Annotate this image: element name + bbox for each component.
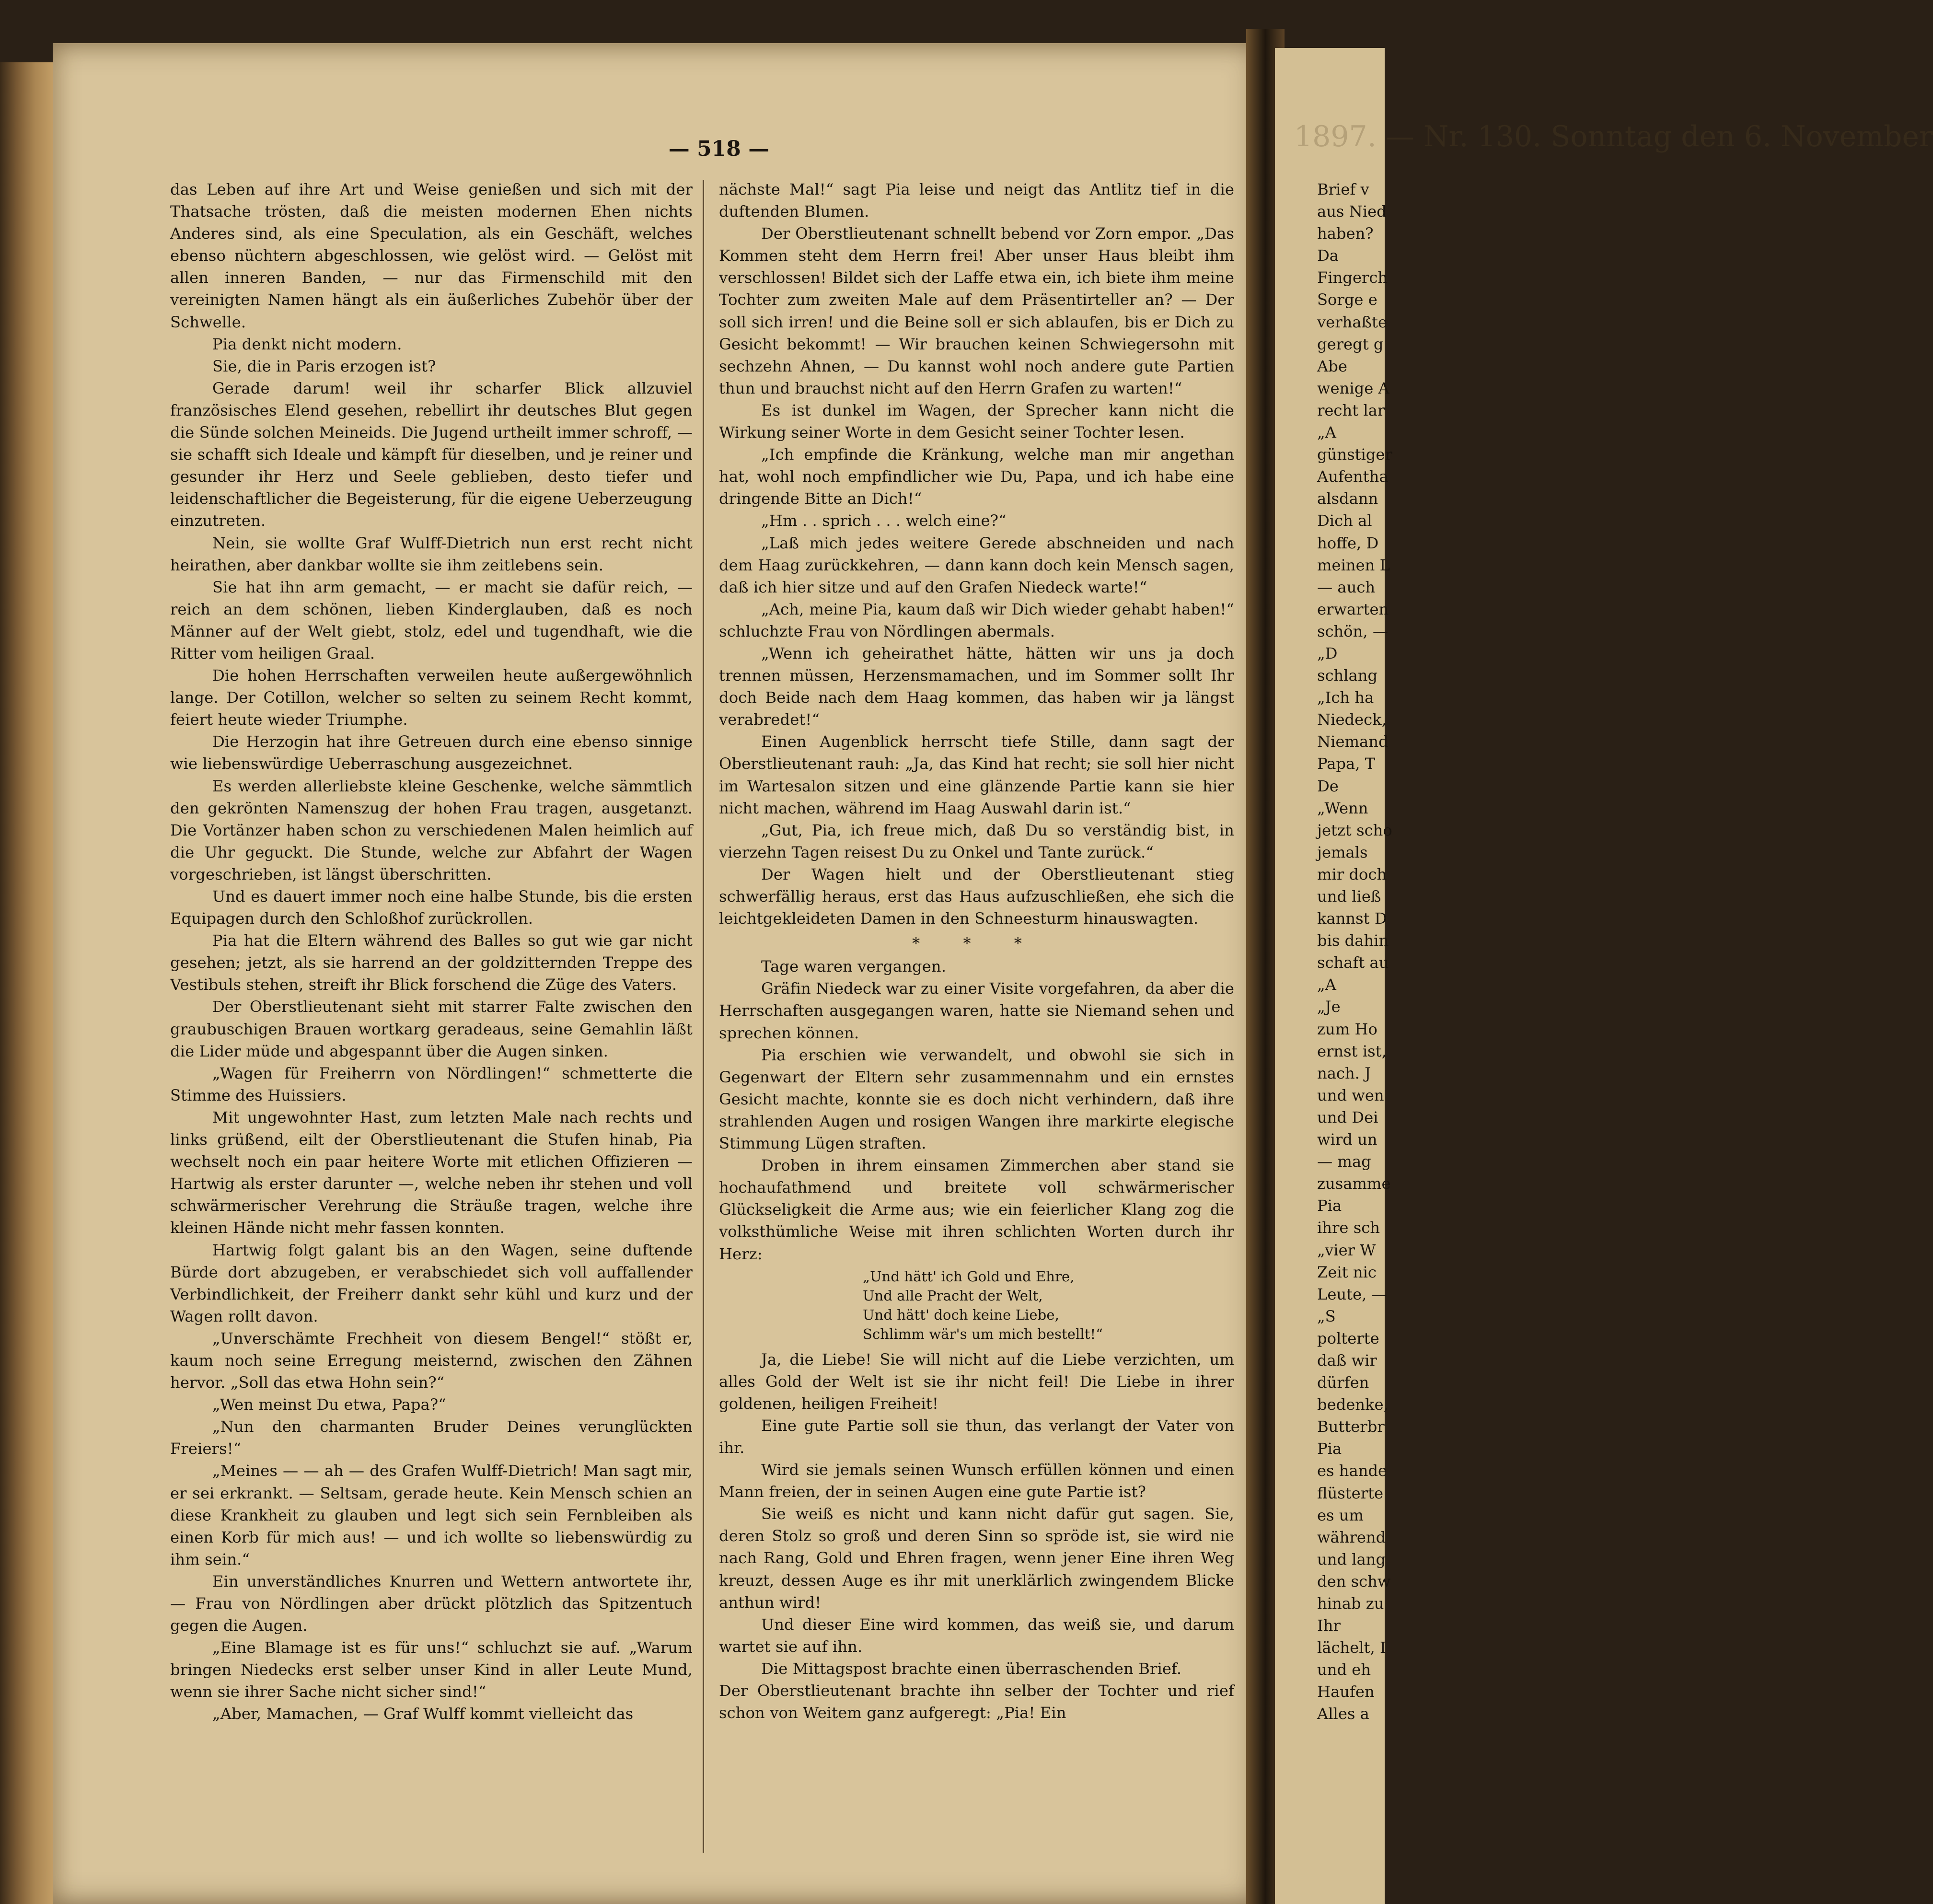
facing-page-line: Fingerch: [1317, 268, 1388, 287]
paragraph: Es werden allerliebste kleine Geschenke, welche sämmtlich den gekrönten Namenszug der hohen Frau tragen, ausgetanzt. Die Vortänzer haben schon zu verschiedenen Malen heimlich auf die Uhr geguckt. Die Stunde, welche zur Abfahrt der Wagen vorgeschrieben, ist längst überschritten.: [170, 777, 693, 883]
facing-page-line: geregt g: [1317, 335, 1384, 353]
facing-page-line: schlang: [1317, 666, 1378, 685]
paragraph: Es ist dunkel im Wagen, der Sprecher kann nicht die Wirkung seiner Worte in dem Gesicht seiner Tochter lesen.: [719, 401, 1234, 442]
paragraph: „Ich empfinde die Kränkung, welche man mir angethan hat, wohl noch empfindlicher wie Du, Papa, und ich habe eine dringende Bitte an Dich!“: [719, 445, 1234, 508]
facing-page-line: Alles a: [1317, 1705, 1369, 1723]
facing-page-line: „A: [1317, 975, 1336, 994]
page-number: — 518 —: [668, 137, 770, 161]
facing-page-line: „Wenn: [1317, 799, 1368, 817]
facing-page-line: „A: [1317, 423, 1336, 442]
facing-page-line: hinab zu: [1317, 1594, 1384, 1613]
column-right-part-3: [719, 1348, 1234, 1724]
poem-line: Und hätt' doch keine Liebe,: [863, 1306, 1059, 1323]
paragraph: Der Oberstlieutenant schnellt bebend vor Zorn empor. „Das Kommen steht dem Herrn frei! Aber unser Haus bleibt ihm verschlossen! Bildet sich der Laffe etwa ein, ich biete ihm meine Tochter zum zweiten Male auf dem Präsentirteller an? — Der soll sich irren! und die Beine soll er sich ablaufen, bis er Dich zu Gesicht bekommt! — Wir brauchen keinen Schwiegersohn mit sechzehn Ahnen, — Du kannst wohl noch andere gute Partien thun und brauchst nicht auf den Herrn Grafen zu warten!“: [719, 224, 1234, 397]
facing-page-line: verhaßte: [1317, 313, 1388, 331]
paragraph: Nein, sie wollte Graf Wulff-Dietrich nun erst recht nicht heirathen, aber dankbar wollte sie ihm zeitlebens sein.: [170, 534, 693, 574]
poem: [863, 1267, 1234, 1344]
paragraph: Mit ungewohnter Hast, zum letzten Male nach rechts und links grüßend, eilt der Oberstlieutenant die Stufen hinab, Pia wechselt noch ein paar heitere Worte mit etlichen Offizieren — Hartwig als erster darunter —, welche neben ihr stehen und voll schwärmerischer Verehrung die Sträuße tragen, welche ihre kleinen Hände nicht mehr fassen konnten.: [170, 1108, 693, 1237]
facing-page-line: Aufentha: [1317, 467, 1389, 486]
paragraph: Ein unverständliches Knurren und Wettern antwortete ihr, — Frau von Nördlingen aber drückt plötzlich das Spitzentuch gegen die Augen.: [170, 1572, 693, 1635]
paragraph: „Unverschämte Frechheit von diesem Bengel!“ stößt er, kaum noch seine Erregung meisternd, zwischen den Zähnen hervor. „Soll das etwa Hohn sein?“: [170, 1329, 693, 1392]
section-separator: * * *: [912, 934, 1041, 953]
page-edge: [0, 62, 58, 1904]
facing-page-line: recht lar: [1317, 401, 1385, 419]
facing-page-line: jetzt scho: [1317, 821, 1392, 839]
facing-page-line: Sorge e: [1317, 290, 1377, 309]
paragraph: „Wenn ich geheirathet hätte, hätten wir uns ja doch trennen müssen, Herzensmamachen, und im Sommer sollt Ihr doch Beide nach dem Haag kommen, das haben wir ja längst verabredet!“: [719, 644, 1234, 729]
facing-page-line: Ihr: [1317, 1616, 1341, 1635]
facing-page-line: daß wir: [1317, 1351, 1377, 1370]
facing-page-line: Dich al: [1317, 511, 1372, 530]
paragraph: „Ach, meine Pia, kaum daß wir Dich wieder gehabt haben!“ schluchzte Frau von Nördlingen abermals.: [719, 600, 1234, 640]
facing-page-line: und ließ: [1317, 887, 1381, 906]
facing-page-line: „S: [1317, 1307, 1336, 1325]
paragraph: „Laß mich jedes weitere Gerede abschneiden und nach dem Haag zurückkehren, — dann kann doch kein Mensch sagen, daß ich hier sitze und auf den Grafen Niedeck warte!“: [719, 534, 1234, 596]
facing-page-line: Haufen: [1317, 1683, 1375, 1701]
facing-page-line: bis dahin: [1317, 931, 1389, 950]
facing-page-line: alsdann: [1317, 489, 1378, 508]
paragraph: „Meines — — ah — des Grafen Wulff-Dietrich! Man sagt mir, er sei erkrankt. — Seltsam, gerade heute. Kein Mensch schien an diese Krankheit zu glauben und legt sich sein Fernbleiben als einen Korb für mich aus! — und ich wollte so liebenswürdig zu ihm sein.“: [170, 1462, 693, 1568]
facing-page-line: es hande: [1317, 1462, 1388, 1480]
facing-page-line: günstiger: [1317, 445, 1392, 464]
facing-page-line: Papa, T: [1317, 755, 1376, 773]
facing-page-line: Butterbr: [1317, 1417, 1385, 1436]
facing-page-line: erwarten: [1317, 600, 1389, 618]
facing-page-line: und Dei: [1317, 1108, 1378, 1126]
paragraph: Und es dauert immer noch eine halbe Stunde, bis die ersten Equipagen durch den Schloßhof zurückrollen.: [170, 887, 693, 928]
facing-page-line: nach. J: [1317, 1064, 1371, 1082]
facing-page-line: zum Ho: [1317, 1020, 1377, 1038]
paragraph: das Leben auf ihre Art und Weise genießen und sich mit der Thatsache trösten, daß die meisten modernen Ehen nichts Anderes sind, als eine Speculation, als ein Geschäft, welches ebenso nüchtern abgeschlossen, wie gelöst wird. — Gelöst mit allen inneren Banden, — nur das Firmenschild mit den vereinigten Namen hängt als ein äußerliches Zubehör über der Schwelle.: [170, 180, 693, 331]
facing-page-line: mir doch: [1317, 865, 1387, 883]
facing-page-line: Pia: [1317, 1196, 1342, 1215]
column-left: [170, 178, 693, 1725]
paragraph: Pia denkt nicht modern.: [212, 335, 402, 353]
facing-page-line: Zeit nic: [1317, 1263, 1377, 1281]
paragraph: Droben in ihrem einsamen Zimmerchen aber stand sie hochaufathmend und breitete voll schwärmerischer Glückseligkeit die Arme aus; wie ein feierlicher Klang zog die volksthümliche Weise mit ihren schlichten Worten durch ihr Herz:: [719, 1156, 1234, 1263]
facing-page-line: meinen L: [1317, 556, 1390, 574]
facing-page-line: Pia: [1317, 1440, 1342, 1458]
facing-page-line: den schw: [1317, 1572, 1391, 1591]
facing-page-line: und eh: [1317, 1660, 1371, 1679]
facing-page-line: polterte: [1317, 1329, 1379, 1347]
paragraph: Der Oberstlieutenant brachte ihn selber der Tochter und rief schon von Weitem ganz aufgeregt: „Pia! Ein: [719, 1682, 1234, 1722]
paragraph: Pia erschien wie verwandelt, und obwohl sie sich in Gegenwart der Eltern sehr zusammennahm und ein ernstes Gesicht machte, konnte sie es doch nicht verhindern, daß ihre strahlenden Augen und rosigen Wangen ihre markirte elegische Stimmung Lügen straften.: [719, 1045, 1234, 1153]
facing-page-line: Niemand: [1317, 732, 1389, 751]
facing-page-line: — mag: [1317, 1152, 1371, 1171]
facing-page-line: lächelt, I: [1317, 1638, 1386, 1657]
facing-page-line: ihre sch: [1317, 1219, 1380, 1237]
paragraph: Gräfin Niedeck war zu einer Visite vorgefahren, da aber die Herrschaften ausgegangen waren, hatte sie Niemand sehen und sprechen können.: [719, 979, 1234, 1042]
facing-page-line: schön, —: [1317, 622, 1389, 640]
paragraph: Ja, die Liebe! Sie will nicht auf die Liebe verzichten, um alles Gold der Welt ist sie ihr nicht feil! Die Liebe in ihrer goldenen, heiligen Freiheit!: [719, 1350, 1234, 1413]
facing-page-line: „vier W: [1317, 1241, 1376, 1259]
facing-page-line: und lang: [1317, 1550, 1386, 1568]
paragraph: „Wagen für Freiherrn von Nördlingen!“ schmetterte die Stimme des Huissiers.: [170, 1064, 693, 1104]
facing-page-line: Brief v: [1317, 180, 1369, 198]
facing-page-line: ernst ist,: [1317, 1042, 1387, 1060]
paragraph: Der Oberstlieutenant sieht mit starrer Falte zwischen den graubuschigen Brauen wortkarg geradeaus, seine Gemahlin läßt die Lider müde und abgespannt über die Augen sinken.: [170, 998, 693, 1060]
facing-page-line: während: [1317, 1528, 1386, 1546]
facing-page-line: es um: [1317, 1506, 1364, 1524]
paragraph: „Nun den charmanten Bruder Deines verunglückten Freiers!“: [170, 1417, 693, 1458]
paragraph: „Aber, Mamachen, — Graf Wulff kommt vielleicht das: [212, 1705, 634, 1723]
column-divider: [703, 180, 704, 1853]
facing-page-line: jemals: [1317, 843, 1368, 861]
facing-page-line: wird un: [1317, 1130, 1377, 1149]
paragraph: Eine gute Partie soll sie thun, das verlangt der Vater von ihr.: [719, 1416, 1234, 1457]
facing-page-line: Niedeck,: [1317, 710, 1387, 729]
paragraph: „Wen meinst Du etwa, Papa?“: [212, 1395, 446, 1414]
paragraph: Und dieser Eine wird kommen, das weiß sie, und darum wartet sie auf ihn.: [719, 1615, 1234, 1656]
facing-page-line: flüsterte: [1317, 1484, 1384, 1502]
paragraph: „Eine Blamage ist es für uns!“ schluchzt sie auf. „Warum bringen Niedecks erst selber unser Kind in aller Leute Mund, wenn sie ihrer Sache nicht sicher sind!“: [170, 1638, 693, 1701]
paragraph: „Hm . . sprich . . . welch eine?“: [761, 511, 1007, 530]
bleed-through-text: 1897. — Nr. 130. Sonntag den 6. November: [1294, 120, 1933, 153]
facing-page-line: Leute, —: [1317, 1285, 1387, 1303]
paragraph: Die hohen Herrschaften verweilen heute außergewöhnlich lange. Der Cotillon, welcher so selten zu seinem Recht kommt, feiert heute wieder Triumphe.: [170, 666, 693, 729]
paragraph: Sie hat ihn arm gemacht, — er macht sie dafür reich, — reich an dem schönen, lieben Kinderglauben, daß es noch Männer auf der Welt giebt, stolz, edel und tugendhaft, wie die Ritter vom heiligen Graal.: [170, 578, 693, 662]
facing-page-line: „D: [1317, 644, 1338, 662]
facing-page-line: — auch: [1317, 578, 1376, 596]
paragraph: nächste Mal!“ sagt Pia leise und neigt das Antlitz tief in die duftenden Blumen.: [719, 180, 1234, 221]
paragraph: Die Mittagspost brachte einen überraschenden Brief.: [761, 1659, 1182, 1678]
facing-page-line: zusamme: [1317, 1174, 1391, 1193]
facing-page-line: „Ich ha: [1317, 688, 1374, 707]
paragraph: „Gut, Pia, ich freue mich, daß Du so verständig bist, in vierzehn Tagen reisest Du zu Onkel und Tante zurück.“: [719, 821, 1234, 861]
paragraph: Tage waren vergangen.: [761, 957, 947, 976]
paragraph: Die Herzogin hat ihre Getreuen durch eine ebenso sinnige wie liebenswürdige Ueberraschung ausgezeichnet.: [170, 732, 693, 773]
poem-line: „Und hätt' ich Gold und Ehre,: [863, 1268, 1075, 1285]
facing-page-line: schaft au: [1317, 953, 1389, 972]
facing-page-line: haben?: [1317, 224, 1374, 243]
paragraph: Einen Augenblick herrscht tiefe Stille, dann sagt der Oberstlieutenant rauh: „Ja, das Kind hat recht; sie soll hier nicht im Wartesalon sitzen und eine glänzende Partie kann sie hier nicht machen, während im Haag Auswahl darin ist.“: [719, 732, 1234, 817]
poem-line: Und alle Pracht der Welt,: [863, 1287, 1043, 1304]
facing-page-line: dürfen: [1317, 1373, 1369, 1392]
facing-page-line: wenige A: [1317, 379, 1389, 397]
paragraph: Wird sie jemals seinen Wunsch erfüllen können und einen Mann freien, der in seinen Augen eine gute Partie ist?: [719, 1461, 1234, 1501]
paragraph: Sie, die in Paris erzogen ist?: [212, 357, 436, 375]
facing-page-column: [1317, 178, 1392, 1725]
facing-page-line: Abe: [1317, 357, 1347, 375]
facing-page-line: „Je: [1317, 998, 1341, 1016]
facing-page-line: Da: [1317, 246, 1339, 265]
facing-page-line: De: [1317, 777, 1339, 795]
paragraph: Pia hat die Eltern während des Balles so gut wie gar nicht gesehen; jetzt, als sie harrend an der goldzitternden Treppe des Vestibuls stehen, streift ihr Blick forschend die Züge des Vaters.: [170, 931, 693, 994]
paragraph: Der Wagen hielt und der Oberstlieutenant stieg schwerfällig heraus, erst das Haus aufzuschließen, ehe sich die leichtgekleideten Damen in den Schneesturm hinauswagten.: [719, 865, 1234, 928]
facing-page-line: aus Nied: [1317, 202, 1387, 221]
facing-page-line: und wen: [1317, 1086, 1384, 1104]
poem-line: Schlimm wär's um mich bestellt!“: [863, 1325, 1103, 1342]
facing-page-line: hoffe, D: [1317, 534, 1379, 552]
facing-page-line: kannst D: [1317, 909, 1387, 928]
paragraph: Hartwig folgt galant bis an den Wagen, seine duftende Bürde dort abzugeben, er verabschiedet sich voll auffallender Verbindlichkeit, der Freiherr dankt sehr kühl und kurz und der Wagen rollt davon.: [170, 1241, 693, 1325]
column-right: [719, 178, 1234, 1724]
facing-page-line: bedenke,: [1317, 1395, 1389, 1414]
paragraph: Sie weiß es nicht und kann nicht dafür gut sagen. Sie, deren Stolz so groß und deren Sinn so spröde ist, sie wird nie nach Rang, Gold und Ehren fragen, wenn jener Eine ihren Weg kreuzt, dessen Auge es ihr mit unerklärlich zwingendem Blicke anthun wird!: [719, 1505, 1234, 1612]
column-right-part-1: [719, 178, 1234, 929]
paragraph: Gerade darum! weil ihr scharfer Blick allzuviel französisches Elend gesehen, rebellirt ihr deutsches Blut gegen die Sünde solchen Meineids. Die Jugend urtheilt immer schroff, — sie schafft sich Ideale und kämpft für dieselben, und je reiner und gesunder ihr Herz und Seele geblieben, desto tiefer und leidenschaftlicher die Begeisterung, für die eigene Ueberzeugung einzutreten.: [170, 379, 693, 530]
column-right-part-2: [719, 955, 1234, 1265]
